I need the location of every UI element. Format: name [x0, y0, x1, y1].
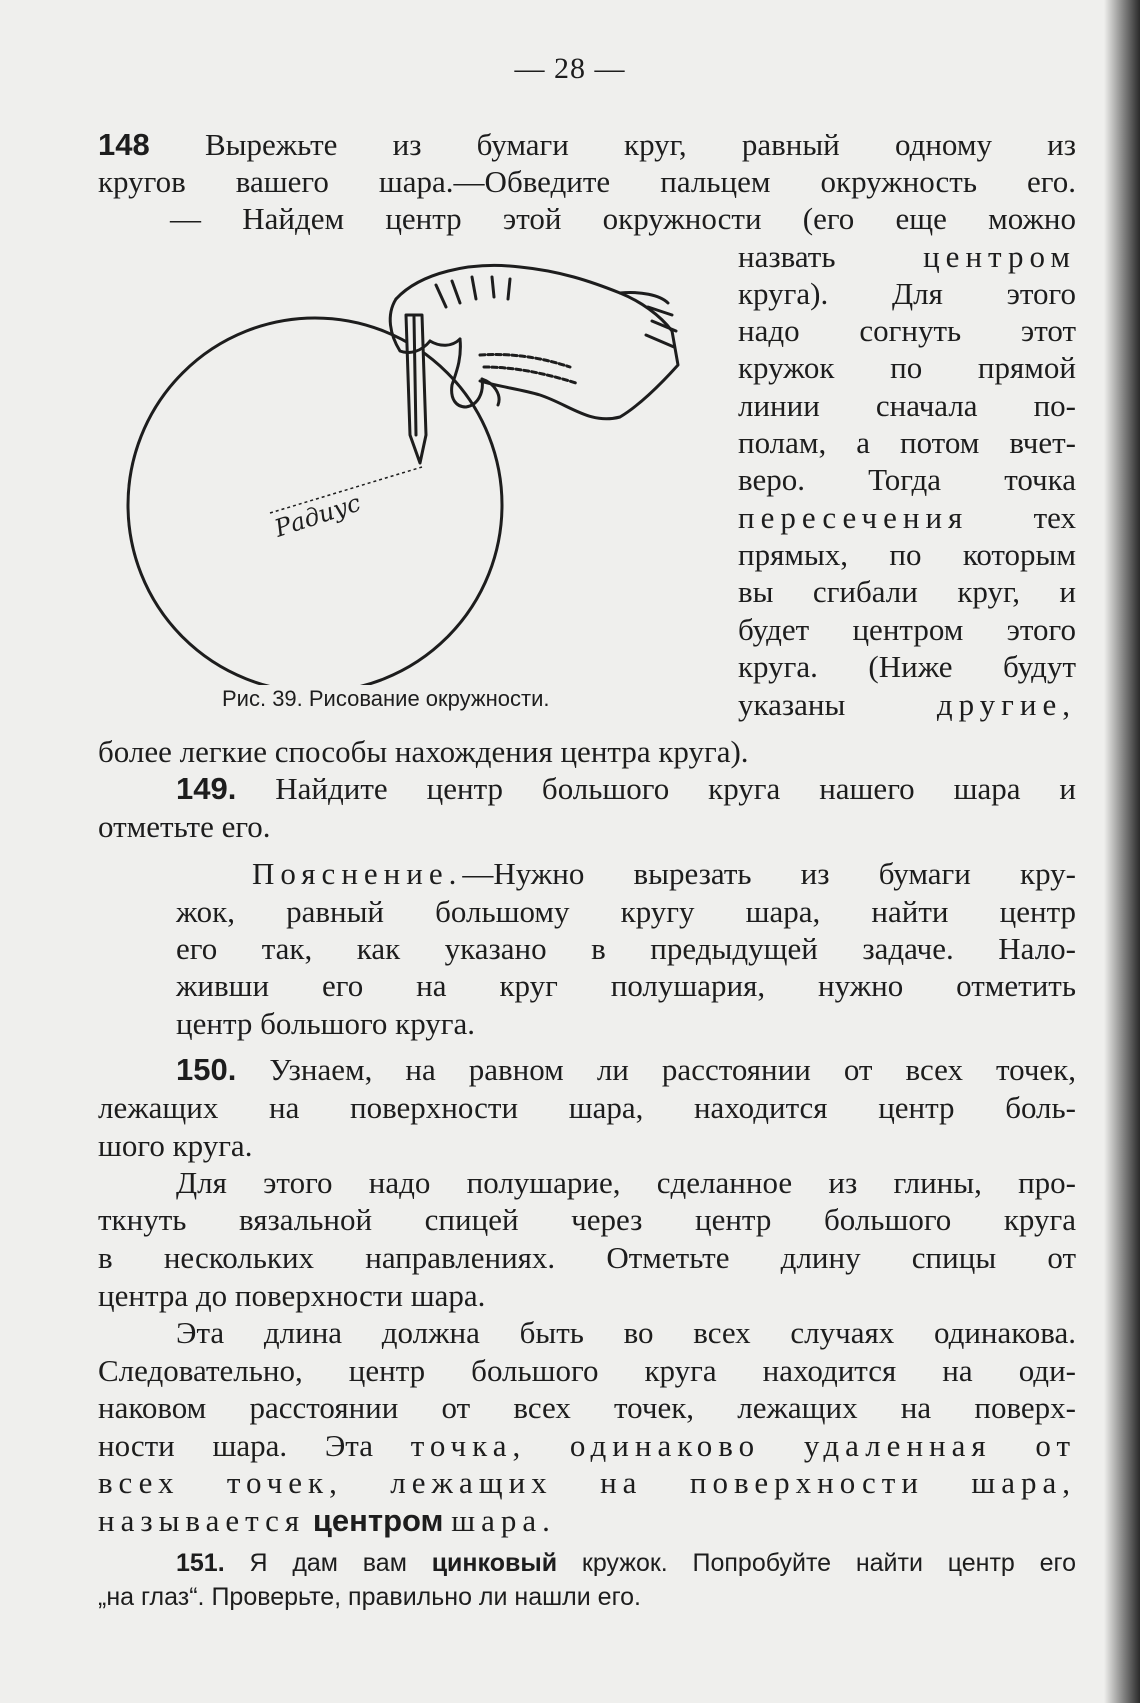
problem-number-151: 151.: [176, 1549, 225, 1577]
p148-wrap-1: назвать центром: [738, 239, 1076, 274]
p150-line-7: центра до поверхности шара.: [98, 1278, 486, 1313]
radius-label: Радиус: [271, 488, 365, 543]
p150-line-1: 150. Узнаем, на равном ли расстоянии от всех точек,: [176, 1052, 1076, 1087]
p149-line-2: отметьте его.: [98, 809, 271, 844]
p148-wrap-9: прямых, по которым: [738, 537, 1076, 572]
problem-number-148: 148: [98, 127, 150, 162]
p151-line-2: „на глаз“. Проверьте, правильно ли нашли его.: [98, 1583, 642, 1611]
p150-line-6: в нескольких направлениях. Отметьте длину спицы от: [98, 1240, 1076, 1275]
problem-number-149: 149.: [176, 771, 237, 806]
p150-line-9: Следовательно, центр большого круга находится на оди-: [98, 1353, 1076, 1388]
p150-line-2: лежащих на поверхности шара, находится центр боль-: [98, 1090, 1076, 1125]
note-label: Пояснение.: [252, 856, 463, 891]
p150-line-11: ности шара. Эта точка, одинаково удаленная от: [98, 1428, 1076, 1463]
problem-number-150: 150.: [176, 1052, 237, 1087]
note-line-3: его так, как указано в предыдущей задаче. Нало-: [176, 931, 1076, 966]
p150-line-13: называется центром шара.: [98, 1503, 556, 1538]
p150-line-5: ткнуть вязальной спицей через центр большого круга: [98, 1202, 1076, 1237]
page-edge-shadow: [1104, 0, 1140, 1703]
p149-line-1: 149. Найдите центр большого круга нашего шара и: [176, 771, 1076, 806]
p148-wrap-8: пересечения тех: [738, 500, 1076, 535]
figure-caption: Рис. 39. Рисование окружности.: [222, 686, 550, 711]
p148-wrap-12: круга. (Ниже будут: [738, 649, 1076, 684]
p148-wrap-7: веро. Тогда точка: [738, 462, 1076, 497]
p148-wrap-2: круга). Для этого: [738, 276, 1076, 311]
hand-with-pencil-icon: [390, 265, 678, 463]
p148-wrap-10: вы сгибали круг, и: [738, 574, 1076, 609]
p148-wrap-13: указаны другие,: [738, 687, 1076, 722]
note-line-2: жок, равный большому кругу шара, найти центр: [176, 894, 1076, 929]
p150-line-12: всех точек, лежащих на поверхности шара,: [98, 1465, 1076, 1500]
note-line-4: живши его на круг полушария, нужно отметить: [176, 968, 1076, 1003]
p148-wrap-6: полам, а потом вчет-: [738, 425, 1076, 460]
note-line-5: центр большого круга.: [176, 1006, 476, 1041]
p148-line-end: более легкие способы нахождения центра круга).: [98, 734, 749, 769]
p148-line-1: 148 Вырежьте из бумаги круг, равный одному из: [98, 127, 1077, 162]
p148-wrap-4: кружок по прямой: [738, 350, 1076, 385]
p150-line-4: Для этого надо полушарие, сделанное из глины, про-: [176, 1165, 1076, 1200]
p148-wrap-5: линии сначала по-: [738, 388, 1076, 423]
p150-line-10: наковом расстоянии от всех точек, лежащих на поверх-: [98, 1390, 1076, 1425]
p148-line-3: — Найдем центр этой окружности (его еще можно: [170, 201, 1076, 236]
p150-line-8: Эта длина должна быть во всех случаях одинакова.: [176, 1315, 1076, 1350]
p151-line-1: 151. Я дам вам цинковый кружок. Попробуйте найти центр его: [176, 1549, 1076, 1577]
note-line-1: Пояснение.—Нужно вырезать из бумаги кру-: [252, 856, 1076, 891]
p148-line-2: кругов вашего шара.—Обведите пальцем окружность его.: [98, 164, 1076, 199]
p148-wrap-11: будет центром этого: [738, 612, 1076, 647]
figure-drawing-circle: [100, 255, 740, 685]
term-center-of-sphere: центром: [312, 1503, 444, 1538]
p148-wrap-3: надо согнуть этот: [738, 313, 1076, 348]
page-number: — 28 —: [514, 52, 626, 85]
p150-line-3: шого круга.: [98, 1128, 253, 1163]
